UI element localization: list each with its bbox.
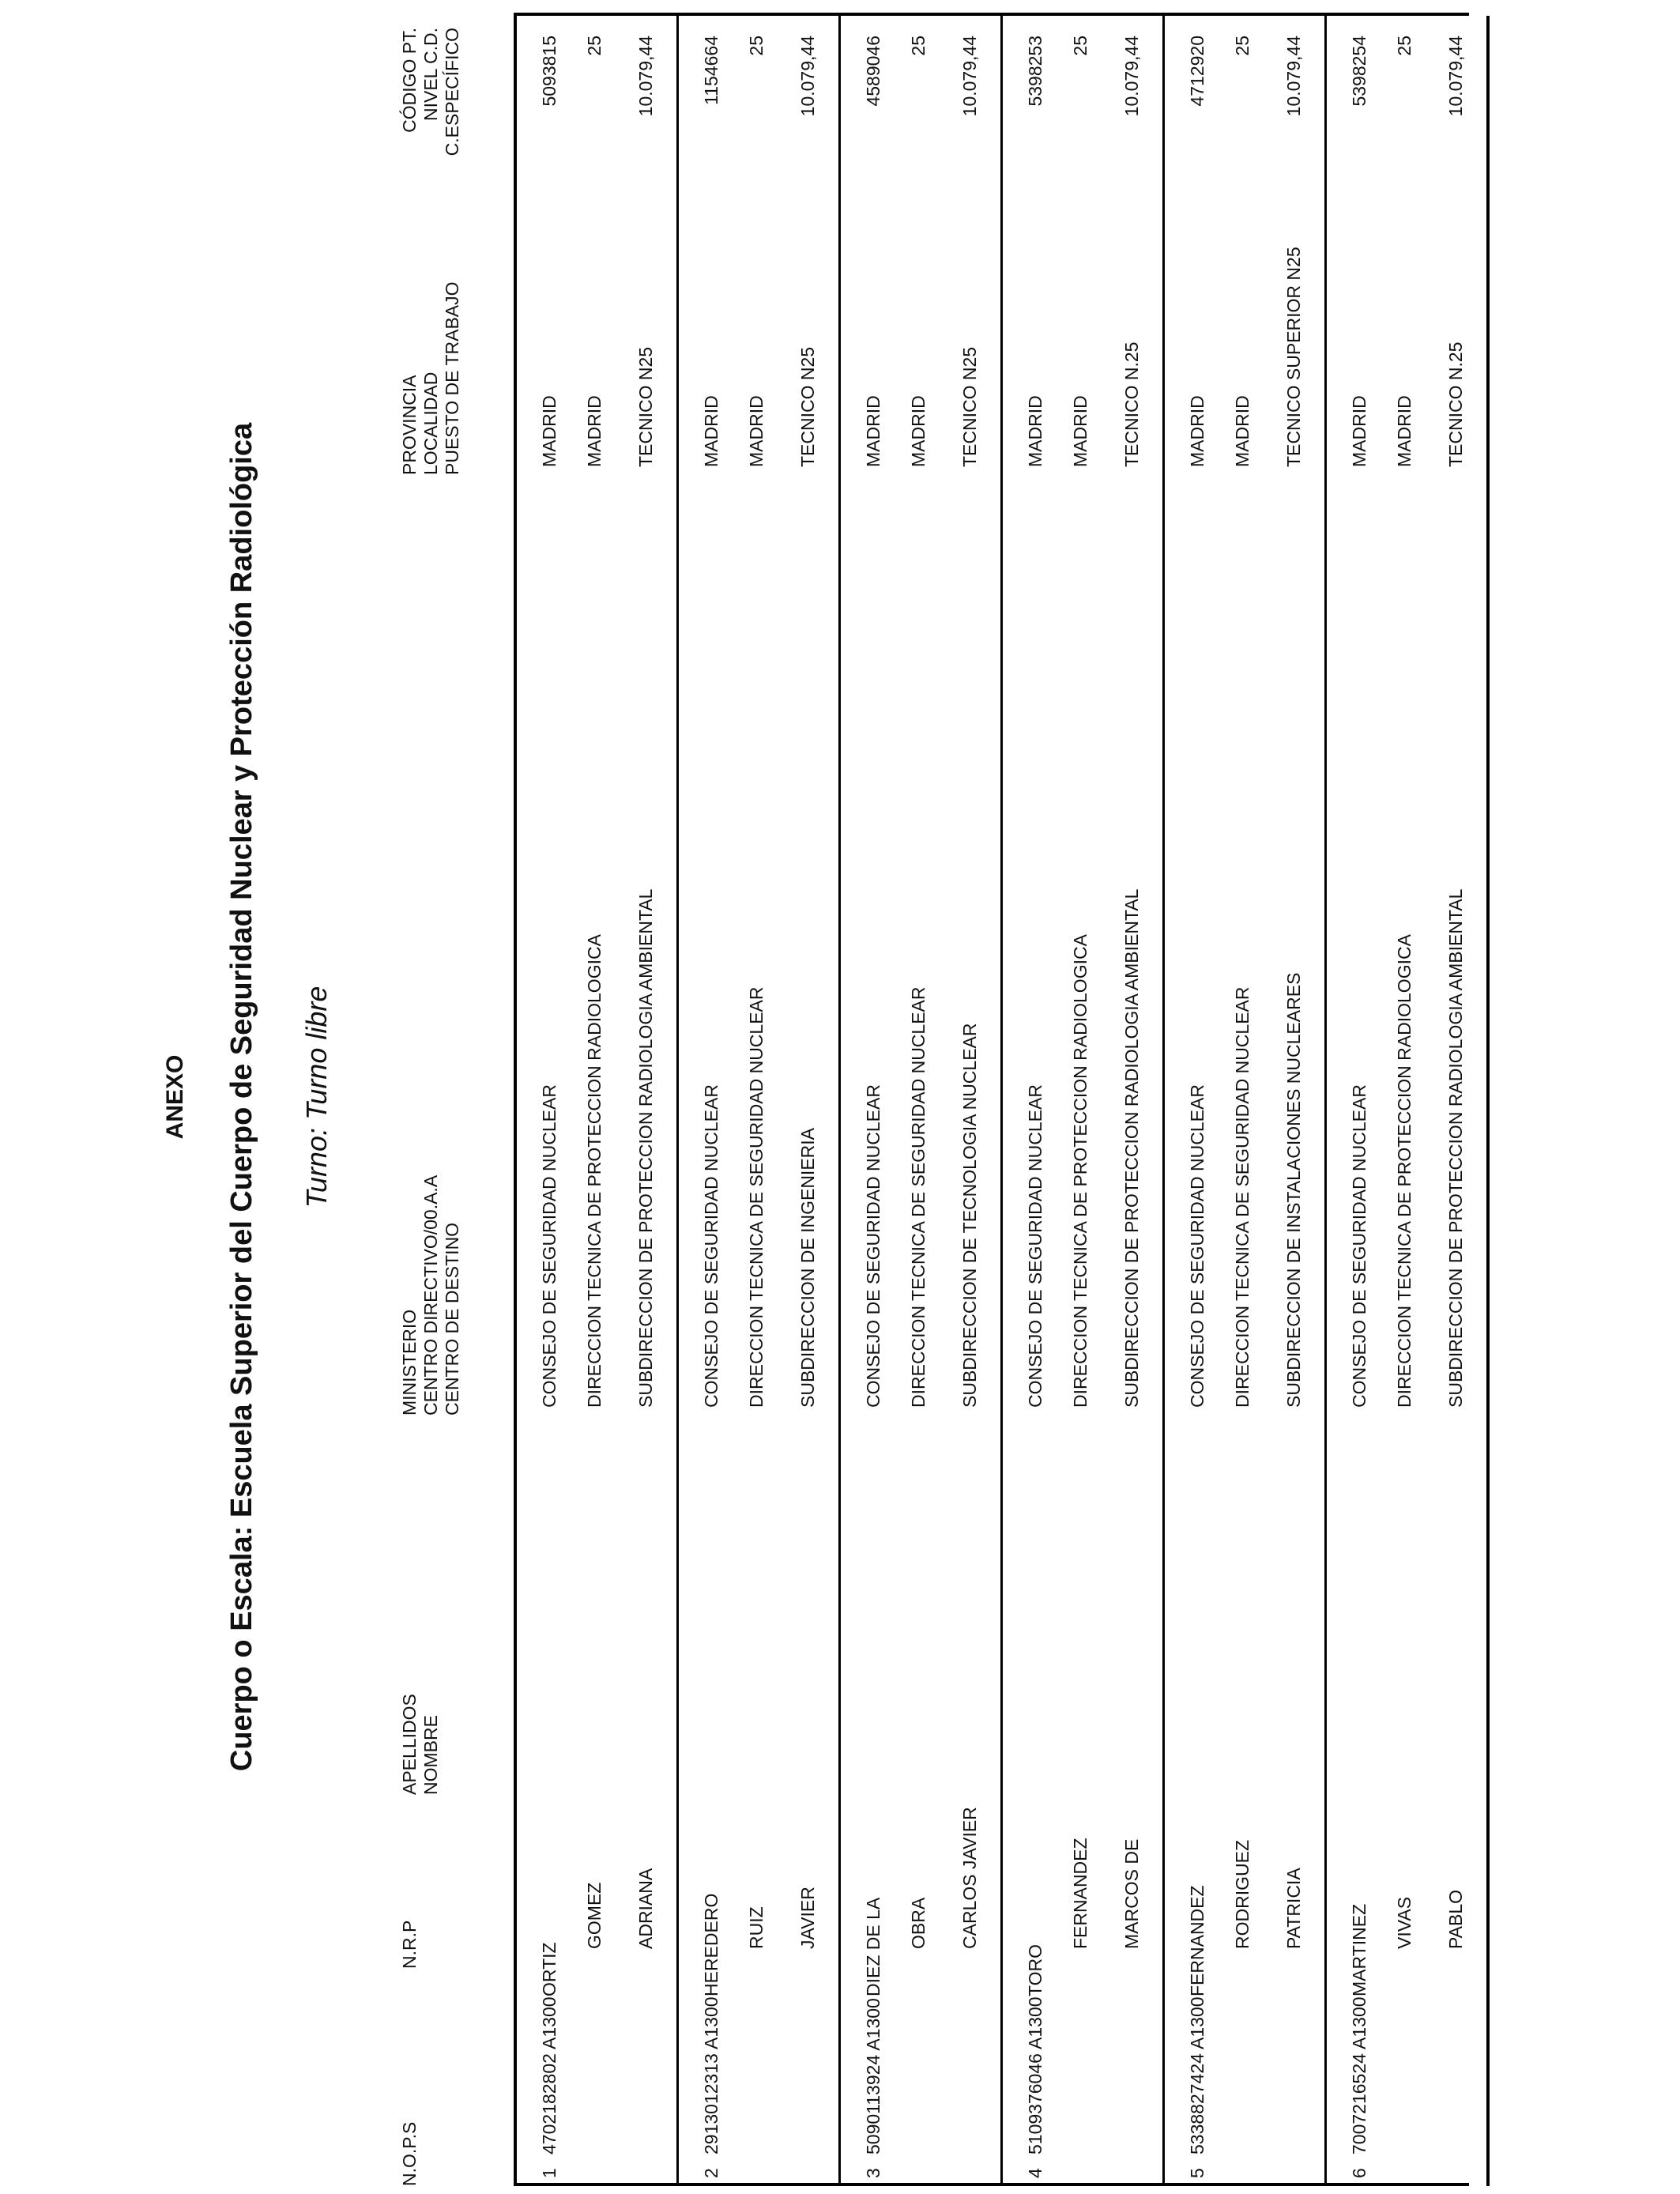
record-destino: SUBDIRECCION DE PROTECCION RADIOLOGIA AMBIENTAL [635, 888, 656, 1408]
record-especifico: 10.079,44 [635, 36, 656, 117]
header-provincia-label: PROVINCIA [399, 375, 420, 475]
record-ministerio: CONSEJO DE SEGURIDAD NUCLEAR [1025, 1084, 1045, 1408]
record-especifico: 10.079,44 [959, 36, 980, 117]
record-especifico: 10.079,44 [1445, 36, 1466, 117]
record-nivel: 25 [584, 36, 605, 56]
record-apellido1: HEREDERO [701, 1893, 721, 1996]
record-nombre: ADRIANA [635, 1868, 656, 1949]
record-puesto: TECNICO N25 [635, 346, 656, 467]
record-nivel: 25 [1070, 36, 1090, 56]
record-nrp: 7007216524 A1300 [1349, 1996, 1369, 2154]
record-cell [840, 16, 1002, 2186]
header-apellidos-label: APELLIDOS [399, 1694, 420, 1795]
record-puesto: TECNICO N.25 [1121, 341, 1142, 467]
record-apellido1: DIEZ DE LA [863, 1897, 883, 1996]
record-nrp: 5109376046 A1300 [1025, 1996, 1045, 2154]
header-codigo [399, 28, 463, 156]
record-nombre: MARCOS DE [1121, 1838, 1142, 1949]
record-ministerio: CONSEJO DE SEGURIDAD NUCLEAR [1349, 1084, 1369, 1408]
record-cell [1002, 16, 1164, 2186]
table-row [1002, 16, 1164, 2186]
record-apellido2: GOMEZ [584, 1882, 605, 1949]
record-apellido2: RUIZ [746, 1906, 767, 1949]
record-cell [515, 16, 678, 2186]
record-provincia: MADRID [539, 395, 559, 467]
table-row [1326, 16, 1489, 2186]
record-provincia: MADRID [1187, 395, 1207, 467]
header-codigo-label: CÓDIGO PT. [399, 28, 420, 133]
record-nivel: 25 [746, 36, 767, 56]
record-puesto: TECNICO N25 [959, 346, 980, 467]
record-apellido2: RODRIGUEZ [1232, 1840, 1252, 1949]
record-number: 5 [1187, 2168, 1207, 2178]
record-cell [678, 16, 840, 2186]
header-nrp [399, 1921, 420, 1969]
record-number: 1 [539, 2168, 559, 2178]
record-apellido1: TORO [1025, 1943, 1045, 1996]
record-destino: SUBDIRECCION DE PROTECCION RADIOLOGIA AMBIENTAL [1445, 888, 1466, 1408]
record-destino: SUBDIRECCION DE PROTECCION RADIOLOGIA AMBIENTAL [1121, 888, 1142, 1408]
header-centro-directivo-label: CENTRO DIRECTIVO/00.A.A [420, 1174, 441, 1416]
record-destino: SUBDIRECCION DE TECNOLOGIA NUCLEAR [959, 1023, 980, 1408]
record-puesto: TECNICO N.25 [1445, 341, 1466, 467]
record-centro: DIRECCION TECNICA DE PROTECCION RADIOLOGICA [1070, 934, 1090, 1408]
record-codigo: 4589046 [863, 36, 883, 107]
record-localidad: MADRID [1394, 395, 1414, 467]
document-title: Cuerpo o Escala: Escuela Superior del Cuerpo de Seguridad Nuclear y Protección Radiológica [225, 422, 258, 1772]
record-codigo: 4712920 [1187, 36, 1207, 107]
record-localidad: MADRID [908, 395, 929, 467]
record-codigo: 5398253 [1025, 36, 1045, 107]
record-nrp: 5338827424 A1300 [1187, 1996, 1207, 2154]
record-nrp: 4702182802 A1300 [539, 1996, 559, 2154]
record-localidad: MADRID [1232, 395, 1252, 467]
record-centro: DIRECCION TECNICA DE PROTECCION RADIOLOGICA [1394, 934, 1414, 1408]
record-nrp: 2913012313 A1300 [701, 1996, 721, 2154]
record-nrp: 5090113924 A1300 [863, 1998, 883, 2154]
record-cell [1164, 16, 1326, 2186]
record-nivel: 25 [908, 36, 929, 56]
record-nombre: CARLOS JAVIER [959, 1807, 980, 1949]
record-apellido2: FERNANDEZ [1070, 1838, 1090, 1949]
record-puesto: TECNICO N25 [797, 346, 818, 467]
record-centro: DIRECCION TECNICA DE PROTECCION RADIOLOGICA [584, 934, 605, 1408]
record-centro: DIRECCION TECNICA DE SEGURIDAD NUCLEAR [746, 986, 767, 1408]
header-centro-destino-label: CENTRO DE DESTINO [442, 1222, 462, 1416]
record-apellido1: FERNANDEZ [1187, 1885, 1207, 1996]
record-number: 6 [1349, 2168, 1369, 2178]
header-nrp-label: N.R.P [399, 1920, 420, 1969]
header-nivel-label: NIVEL C.D. [420, 28, 441, 122]
records-table [514, 16, 1490, 2186]
record-nombre: JAVIER [797, 1887, 818, 1949]
record-codigo: 5093815 [539, 36, 559, 107]
record-ministerio: CONSEJO DE SEGURIDAD NUCLEAR [539, 1084, 559, 1408]
record-provincia: MADRID [701, 395, 721, 467]
header-puesto-label: PUESTO DE TRABAJO [442, 281, 462, 475]
record-provincia: MADRID [1349, 395, 1369, 467]
table-row [515, 16, 678, 2186]
record-localidad: MADRID [584, 395, 605, 467]
header-nops-label: N.O.P.S [399, 2121, 420, 2186]
record-localidad: MADRID [746, 395, 767, 467]
record-centro: DIRECCION TECNICA DE SEGURIDAD NUCLEAR [908, 986, 929, 1408]
record-destino: SUBDIRECCION DE INGENIERIA [797, 1128, 818, 1408]
record-ministerio: CONSEJO DE SEGURIDAD NUCLEAR [1187, 1084, 1207, 1408]
record-nombre: PABLO [1445, 1890, 1466, 1949]
record-provincia: MADRID [1025, 395, 1045, 467]
table-row [840, 16, 1002, 2186]
header-ministerio [399, 1175, 463, 1416]
record-centro: DIRECCION TECNICA DE SEGURIDAD NUCLEAR [1232, 986, 1252, 1408]
record-number: 3 [863, 2168, 883, 2178]
record-localidad: MADRID [1070, 395, 1090, 467]
record-apellido2: OBRA [908, 1897, 929, 1949]
document-heading: ANEXO [162, 1054, 188, 1140]
header-apellidos [399, 1694, 442, 1795]
record-codigo: 5398254 [1349, 36, 1369, 107]
record-apellido2: VIVAS [1394, 1896, 1414, 1949]
record-especifico: 10.079,44 [797, 36, 818, 117]
record-apellido1: MARTINEZ [1349, 1903, 1369, 1996]
document-subtitle: Turno: Turno libre [300, 986, 333, 1208]
table-row [1164, 16, 1326, 2186]
record-provincia: MADRID [863, 395, 883, 467]
record-codigo: 1154664 [701, 36, 721, 105]
header-nombre-label: NOMBRE [420, 1715, 441, 1795]
record-nombre: PATRICIA [1283, 1868, 1304, 1949]
record-ministerio: CONSEJO DE SEGURIDAD NUCLEAR [863, 1084, 883, 1408]
header-localidad-label: LOCALIDAD [420, 371, 441, 475]
record-ministerio: CONSEJO DE SEGURIDAD NUCLEAR [701, 1084, 721, 1408]
record-puesto: TECNICO SUPERIOR N25 [1283, 247, 1304, 467]
table-row [678, 16, 840, 2186]
record-nivel: 25 [1232, 36, 1252, 56]
record-number: 2 [701, 2168, 721, 2178]
record-especifico: 10.079,44 [1121, 36, 1142, 117]
record-destino: SUBDIRECCION DE INSTALACIONES NUCLEARES [1283, 972, 1304, 1408]
record-especifico: 10.079,44 [1283, 36, 1304, 117]
record-nivel: 25 [1394, 36, 1414, 56]
record-apellido1: ORTIZ [539, 1942, 559, 1996]
header-provincia [399, 281, 463, 475]
record-number: 4 [1025, 2168, 1045, 2178]
header-nops [399, 2122, 420, 2186]
header-ministerio-label: MINISTERIO [399, 1309, 420, 1416]
record-cell [1326, 16, 1489, 2186]
header-especifico-label: C.ESPECÍFICO [442, 28, 462, 156]
